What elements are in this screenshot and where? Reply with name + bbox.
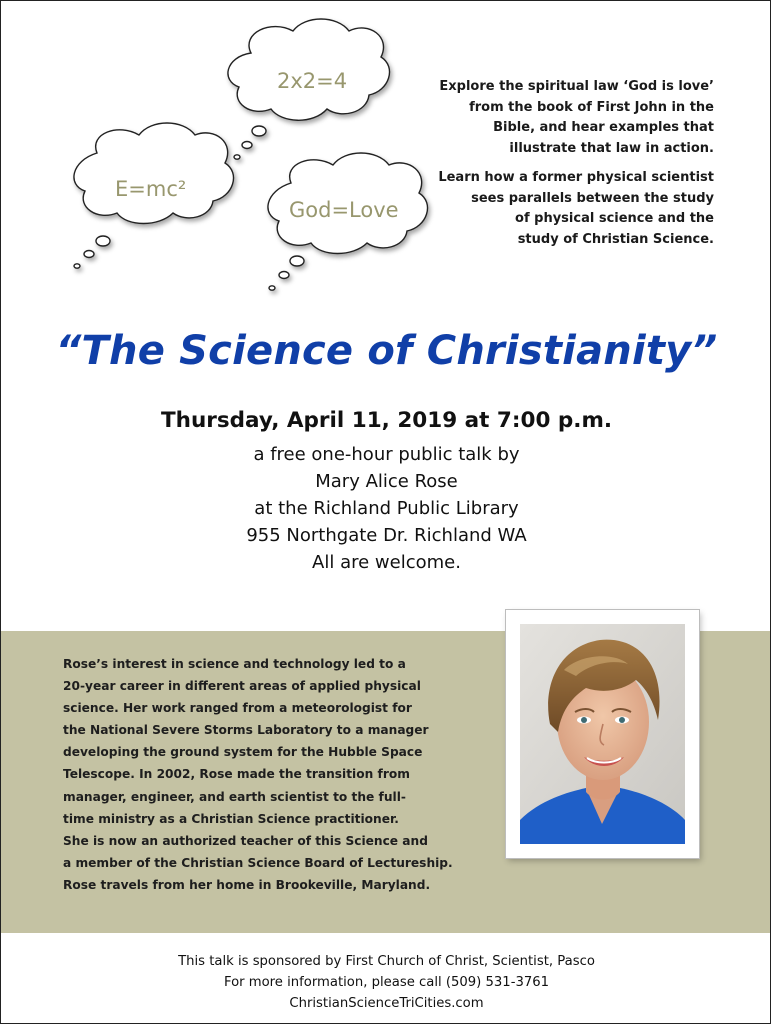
- event-venue: at the Richland Public Library: [254, 498, 519, 519]
- welcome-line: All are welcome.: [312, 552, 461, 573]
- event-detail-line: a free one-hour public talk by: [253, 444, 520, 465]
- event-details: [1, 441, 771, 576]
- intro-line: from the book of First John in the: [469, 99, 714, 115]
- bio-line: science. Her work ranged from a meteorologist for: [63, 701, 412, 716]
- intro-line: illustrate that law in action.: [509, 140, 714, 156]
- website-link[interactable]: ChristianScienceTriCities.com: [289, 996, 484, 1011]
- intro-paragraph-1: [439, 77, 714, 159]
- bio-line: developing the ground system for the Hubble Space: [63, 745, 423, 760]
- bio-line: 20-year career in different areas of applied physical: [63, 679, 421, 694]
- bio-line: Telescope. In 2002, Rose made the transition from: [63, 767, 410, 782]
- speaker-photo: [520, 624, 685, 844]
- sponsor-line: This talk is sponsored by First Church of Christ, Scientist, Pasco: [178, 954, 595, 969]
- bio-line: the National Severe Storms Laboratory to a manager: [63, 723, 429, 738]
- event-address: 955 Northgate Dr. Richland WA: [246, 525, 527, 546]
- speaker-bio: [63, 653, 503, 896]
- bubble-text-right: God=Love: [289, 198, 399, 222]
- bio-line: manager, engineer, and earth scientist to the full-: [63, 789, 406, 804]
- intro-line: of physical science and the: [515, 211, 714, 226]
- event-datetime: Thursday, April 11, 2019 at 7:00 p.m.: [160, 408, 613, 433]
- bio-line: time ministry as a Christian Science practitioner.: [63, 811, 399, 826]
- bubble-text-left: E=mc²: [115, 177, 187, 201]
- contact-line: For more information, please call (509) 531-3761: [223, 975, 550, 990]
- intro-line: Bible, and hear examples that: [493, 120, 714, 135]
- event-title: “The Science of Christianity”: [55, 328, 718, 374]
- intro-line: study of Christian Science.: [517, 231, 714, 247]
- speaker-name: Mary Alice Rose: [315, 471, 458, 492]
- intro-line: Learn how a former physical scientist: [438, 170, 714, 185]
- bio-line: She is now an authorized teacher of this Science and: [63, 833, 428, 848]
- intro-paragraph-2: [438, 168, 714, 250]
- thought-cloud-left: [74, 123, 234, 224]
- bio-line: Rose travels from her home in Brookeville, Maryland.: [63, 877, 431, 892]
- footer: [1, 951, 771, 1014]
- intro-line: sees parallels between the study: [471, 190, 714, 206]
- bio-line: a member of the Christian Science Board of Lectureship.: [63, 855, 453, 870]
- speaker-photo-frame: [506, 610, 699, 858]
- bubble-text-top: 2x2=4: [277, 69, 348, 93]
- intro-line: Explore the spiritual law ‘God is love’: [439, 79, 714, 94]
- bio-line: Rose’s interest in science and technology led to a: [63, 657, 406, 671]
